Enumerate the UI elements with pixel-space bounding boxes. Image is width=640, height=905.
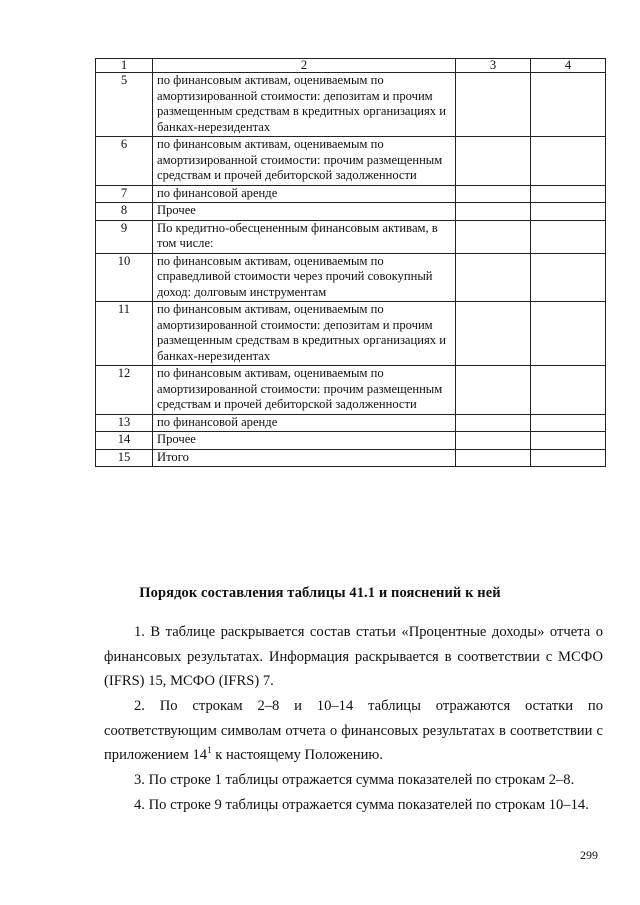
table-row (96, 449, 606, 467)
value-cell (456, 137, 531, 186)
table-header-row (96, 59, 606, 73)
value-cell (456, 220, 531, 253)
column-header: 2 (153, 59, 456, 73)
row-number: 9 (96, 220, 153, 253)
value-cell (531, 185, 606, 203)
section-title: Порядок составления таблицы 41.1 и пояснений к ней (139, 585, 501, 601)
value-cell (531, 203, 606, 221)
value-cell (531, 302, 606, 366)
row-description: по финансовым активам, оцениваемым по амортизированной стоимости: депозитам и прочим размещенным средствам в кредитных организациях и банках-нерезидентах (153, 73, 456, 137)
value-cell (531, 449, 606, 467)
row-description: по финансовой аренде (153, 414, 456, 432)
row-description: по финансовой аренде (153, 185, 456, 203)
row-description: по финансовым активам, оцениваемым по амортизированной стоимости: прочим размещенным средствам и прочей дебиторской задолженности (153, 137, 456, 186)
paragraph-2-text: 2. По строкам 2–8 и 10–14 таблицы отражаются остатки по соответствующим символам отчета о финансовых результатах в соответствии с приложением 14 (104, 698, 603, 763)
value-cell (456, 366, 531, 415)
column-header: 4 (531, 59, 606, 73)
row-number: 8 (96, 203, 153, 221)
table-row (96, 253, 606, 302)
value-cell (456, 203, 531, 221)
paragraph-2-tail: к настоящему Положению. (211, 747, 383, 763)
value-cell (531, 73, 606, 137)
interest-income-table (95, 58, 606, 467)
paragraph-1: 1. В таблице раскрывается состав статьи «Процентные доходы» отчета о финансовых результатах. Информация раскрывается в соответствии с МСФО (IFRS) 15, МСФО (IFRS) 7. (104, 624, 603, 689)
table-row (96, 414, 606, 432)
row-number: 15 (96, 449, 153, 467)
value-cell (531, 414, 606, 432)
table-row (96, 73, 606, 137)
value-cell (456, 185, 531, 203)
value-cell (456, 432, 531, 450)
table-row (96, 137, 606, 186)
value-cell (531, 220, 606, 253)
value-cell (531, 137, 606, 186)
page-number: 299 (580, 848, 598, 862)
value-cell (456, 73, 531, 137)
value-cell (531, 432, 606, 450)
column-header: 1 (96, 59, 153, 73)
row-number: 12 (96, 366, 153, 415)
table-row (96, 203, 606, 221)
row-description: по финансовым активам, оцениваемым по амортизированной стоимости: прочим размещенным средствам и прочей дебиторской задолженности (153, 366, 456, 415)
value-cell (456, 414, 531, 432)
row-number: 13 (96, 414, 153, 432)
value-cell (456, 253, 531, 302)
table-row (96, 302, 606, 366)
value-cell (531, 253, 606, 302)
footnote-marker: 1 (207, 745, 212, 756)
row-number: 6 (96, 137, 153, 186)
row-description: Прочее (153, 432, 456, 450)
paragraph-2 (104, 694, 603, 768)
value-cell (456, 449, 531, 467)
row-description: Итого (153, 449, 456, 467)
column-header: 3 (456, 59, 531, 73)
row-description: Прочее (153, 203, 456, 221)
table-row (96, 220, 606, 253)
table-row (96, 185, 606, 203)
row-description: по финансовым активам, оцениваемым по справедливой стоимости через прочий совокупный доход: долговым инструментам (153, 253, 456, 302)
table-row (96, 366, 606, 415)
row-number: 5 (96, 73, 153, 137)
row-number: 10 (96, 253, 153, 302)
value-cell (456, 302, 531, 366)
row-number: 14 (96, 432, 153, 450)
paragraph-3: 3. По строке 1 таблицы отражается сумма показателей по строкам 2–8. (134, 772, 575, 788)
paragraph-4: 4. По строке 9 таблицы отражается сумма показателей по строкам 10–14. (134, 797, 589, 813)
row-description: по финансовым активам, оцениваемым по амортизированной стоимости: депозитам и прочим размещенным средствам в кредитных организациях и банках-нерезидентах (153, 302, 456, 366)
row-number: 11 (96, 302, 153, 366)
table-row (96, 432, 606, 450)
value-cell (531, 366, 606, 415)
row-description: По кредитно-обесцененным финансовым активам, в том числе: (153, 220, 456, 253)
row-number: 7 (96, 185, 153, 203)
